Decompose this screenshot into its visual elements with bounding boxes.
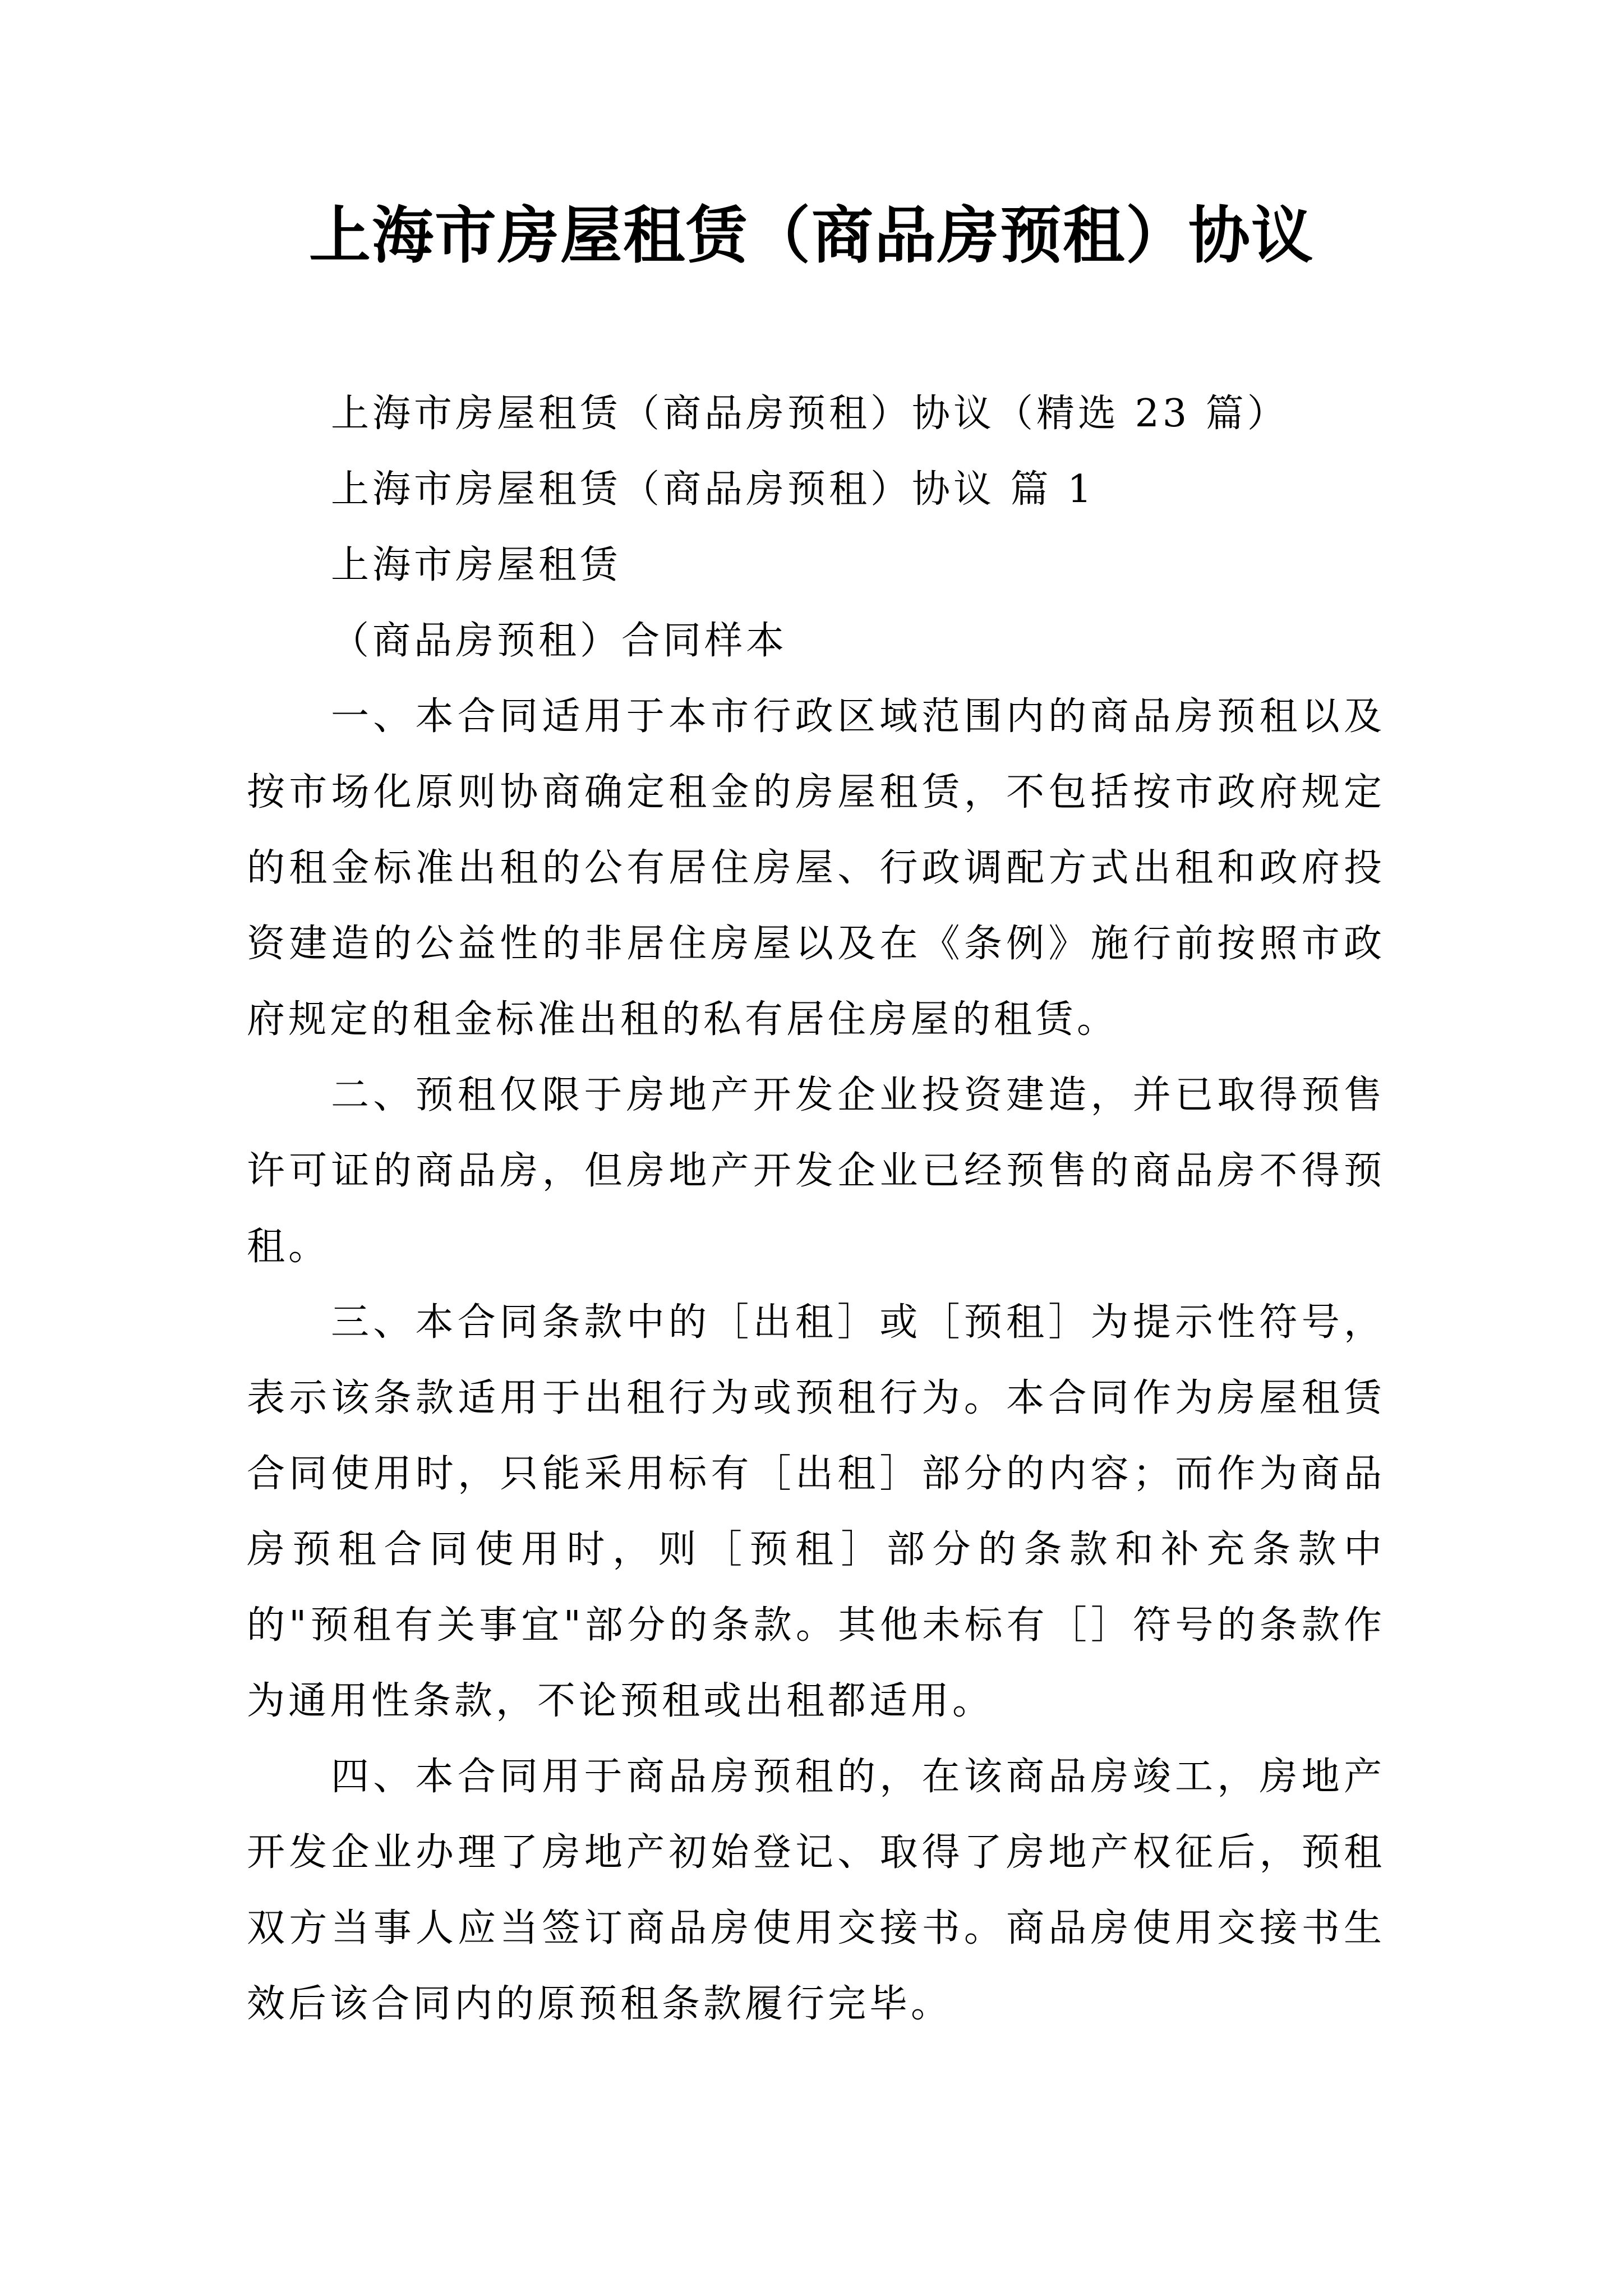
document-body — [247, 376, 1385, 2042]
subtitle-line: 上海市房屋租赁 — [331, 543, 622, 587]
subtitle-line: 上海市房屋租赁（商品房预租）协议 篇 1 — [331, 467, 1095, 512]
document-title: 上海市房屋租赁（商品房预租）协议 — [309, 199, 1314, 272]
subtitle-line: 上海市房屋租赁（商品房预租）协议（精选 23 篇） — [331, 392, 1289, 436]
paragraph-2: 二、预租仅限于房地产开发企业投资建造，并已取得预售许可证的商品房，但房地产开发企业已经预售的商品房不得预租。 — [247, 1073, 1385, 1269]
paragraph-4: 四、本合同用于商品房预租的，在该商品房竣工，房地产开发企业办理了房地产初始登记、取得了房地产权征后，预租双方当事人应当签订商品房使用交接书。商品房使用交接书生效后该合同内的原预租条款履行完毕。 — [247, 1755, 1385, 2026]
paragraph-1: 一、本合同适用于本市行政区域范围内的商品房预租以及按市场化原则协商确定租金的房屋租赁，不包括按市政府规定的租金标准出租的公有居住房屋、行政调配方式出租和政府投资建造的公益性的非居住房屋以及在《条例》施行前按照市政府规定的租金标准出租的私有居住房屋的租赁。 — [247, 694, 1385, 1042]
paragraph-3: 三、本合同条款中的［出租］或［预租］为提示性符号，表示该条款适用于出租行为或预租行为。本合同作为房屋租赁合同使用时，只能采用标有［出租］部分的内容；而作为商品房预租合同使用时，则［预租］部分的条款和补充条款中的"预租有关事宜"部分的条款。其他未标有［］符号的条款作为通用性条款，不论预租或出租都适用。 — [247, 1300, 1385, 1723]
subtitle-line: （商品房预租）合同样本 — [331, 619, 788, 663]
